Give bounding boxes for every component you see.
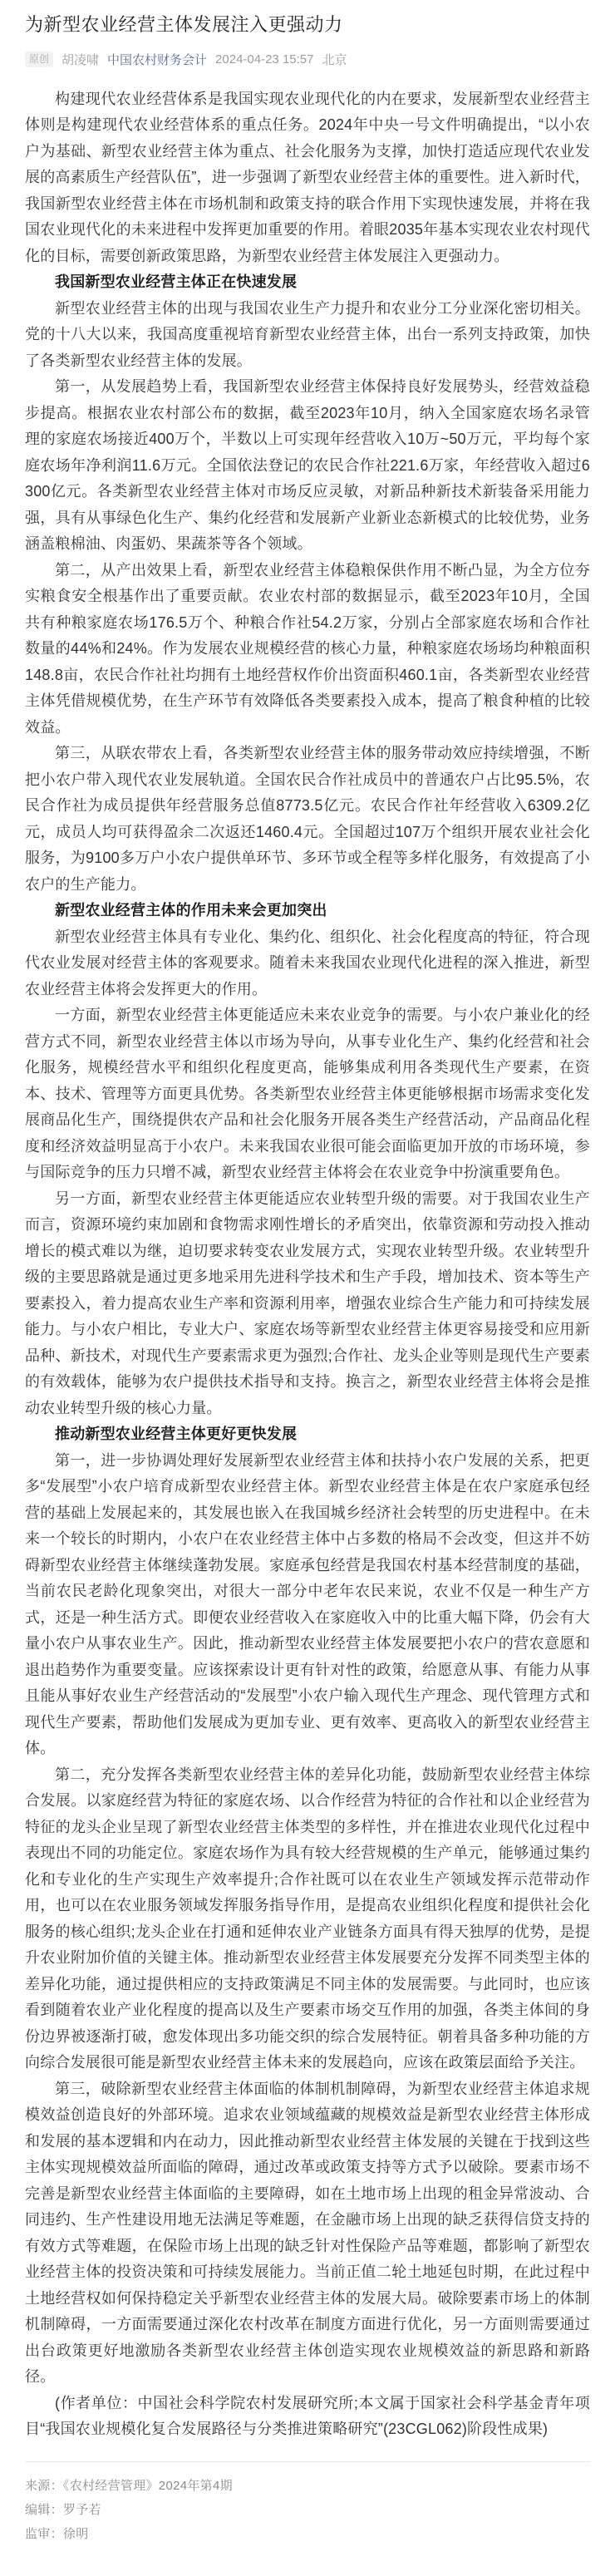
paragraph: 第三，从联农带农上看，各类新型农业经营主体的服务带动效应持续增强，不断把小农户带入现代农业发展轨道。全国农民合作社成员中的普通农户占比95.5%，农民合作社为成员提供年经营服务总值8773.5亿元。农民合作社年经营收入6309.2亿元，成员人均可获得盈余二次返还1460.4元。全国超过107万个组织开展农业社会化服务，为9100多万户小农户提供单环节、多环节或全程等多样化服务，有效提高了小农户的生产能力。 (25, 745, 590, 893)
section-heading: 我国新型农业经营主体正在快速发展 (55, 273, 298, 291)
section-heading: 推动新型农业经营主体更好更快发展 (55, 1426, 298, 1443)
original-badge: 原创 (25, 52, 53, 66)
footer-divider (25, 2461, 590, 2462)
byline-location: 北京 (322, 52, 347, 67)
paragraph: 新型农业经营主体具有专业化、集约化、组织化、社会化程度高的特征，符合现代农业发展对经营主体的客观要求。随着未来我国农业现代化进程的深入推进，新型农业经营主体将会发挥更大的作用。 (25, 928, 590, 997)
byline (25, 51, 590, 68)
footer-editor: 编辑：罗予若 (25, 2502, 101, 2517)
paragraph: 第二，充分发挥各类新型农业经营主体的差异化功能，鼓励新型农业经营主体综合发展。以家庭经营为特征的家庭农场、以合作经营为特征的合作社和以企业经营为特征的龙头企业呈现了新型农业经营主体类型的多样性，并在推进农业现代化过程中表现出不同的功能定位。家庭农场作为具有较大经营规模的生产单元，能够通过集约化和专业化的生产实现生产效率提升;合作社既可以在农业生产领域发挥示范带动作用，也可以在农业服务领域发挥服务指导作用，是提高农业组织化程度和提供社会化服务的核心组织;龙头企业在打通和延伸农业产业链条方面具有得天独厚的优势，是提升农业附加价值的关键主体。推动新型农业经营主体发展要充分发挥不同类型主体的差异化功能，通过提供相应的支持政策满足不同主体的发展需要。与此同时，也应该看到随着农业产业化程度的提高以及生产要素市场交互作用的加强，各类主体间的身份边界被逐渐打破，愈发体现出多功能交织的综合发展特征。朝着具备多种功能的方向综合发展很可能是新型农业经营主体未来的发展趋向，应该在政策层面给予关注。 (25, 1766, 590, 2071)
paragraph: 新型农业经营主体的出现与我国农业生产力提升和农业分工分业深化密切相关。党的十八大以来，我国高度重视培育新型农业经营主体，出台一系列支持政策，加快了各类新型农业经营主体的发展。 (25, 299, 590, 369)
section-heading: 新型农业经营主体的作用未来会更加突出 (55, 902, 327, 919)
byline-datetime: 2024-04-23 15:57 (215, 52, 314, 66)
article-body (25, 86, 590, 2443)
byline-account-link[interactable]: 中国农村财务会计 (107, 52, 208, 67)
paragraph: 第一，从发展趋势上看，我国新型农业经营主体保持良好发展势头，经营效益稳步提高。根据农业农村部公布的数据，截至2023年10月，纳入全国家庭农场名录管理的家庭农场接近400万个，半数以上可实现年经营收入10万~50万元，平均每个家庭农场年净利润11.6万元。全国依法登记的农民合作社221.6万家，年经营收入超过6300亿元。各类新型农业经营主体对市场反应灵敏，对新品种新技术新装备采用能力强，具有从事绿色化生产、集约化经营和发展新产业新业态新模式的比较优势，业务涵盖粮棉油、肉蛋奶、果蔬茶等各个领域。 (25, 378, 590, 553)
paragraph: 一方面，新型农业经营主体更能适应未来农业竞争的需要。与小农户兼业化的经营方式不同，新型农业经营主体以市场为导向，从事专业化生产、集约化经营和社会化服务，规模经营水平和组织化程度更高，能够集成利用各类现代生产要素，在资本、技术、管理等方面更具优势。各类新型农业经营主体更能够根据市场需求变化发展商品化生产，围绕提供农产品和社会化服务开展各类生产经营活动，产品商品化程度和经济效益明显高于小农户。未来我国农业很可能会面临更加开放的市场环境，参与国际竞争的压力只增不减，新型农业经营主体将会在农业竞争中扮演重要角色。 (25, 1007, 590, 1181)
paragraph: 另一方面，新型农业经营主体更能适应农业转型升级的需要。对于我国农业生产而言，资源环境约束加剧和食物需求刚性增长的矛盾突出，依靠资源和劳动投入推动增长的模式难以为继，迫切要求转变农业发展方式，实现农业转型升级。农业转型升级的主要思路就是通过更多地采用先进科学技术和生产手段，增加技术、资本等生产要素投入，着力提高农业生产率和资源利用率，增强农业综合生产能力和可持续发展能力。与小农户相比，专业大户、家庭农场等新型农业经营主体更容易接受和应用新品种、新技术，对现代生产要素需求更为强烈;合作社、龙头企业等则是现代生产要素的有效载体，能够为农户提供技术指导和支持。换言之，新型农业经营主体将会是推动农业转型升级的核心力量。 (25, 1189, 590, 1416)
paragraph: 第三，破除新型农业经营主体面临的体制机制障碍，为新型农业经营主体追求规模效益创造良好的外部环境。追求农业领域蕴藏的规模效益是新型农业经营主体形成和发展的基本逻辑和内在动力，因此推动新型农业经营主体发展的关键在于找到这些主体实现规模效益所面临的障碍，通过改革或政策支持等方式予以破除。要素市场不完善是新型农业经营主体面临的主要障碍，如在土地市场上出现的租金异常波动、合同违约、生产性建设用地无法满足等难题，在金融市场上出现的缺乏获得信贷支持的有效方式等难题，在保险市场上出现的缺乏针对性保险产品等难题，都影响了新型农业经营主体的投资决策和可持续发展能力。当前正值二轮土地延包时期，在此过程中土地经营权如何保持稳定关乎新型农业经营主体的发展大局。破除要素市场上的体制机制障碍，一方面需要通过深化农村改革在制度方面进行优化，另一方面则需要通过出台政策更好地激励各类新型农业经营主体创造实现农业规模效益的新思路和新路径。 (25, 2080, 590, 2386)
byline-author: 胡凌啸 (61, 52, 100, 67)
paragraph: 构建现代农业经营体系是我国实现农业现代化的内在要求，发展新型农业经营主体则是构建现代农业经营体系的重点任务。2024年中央一号文件明确提出，“以小农户为基础、新型农业经营主体为重点、社会化服务为支撑，加快打造适应现代农业发展的高素质生产经营队伍”，进一步强调了新型农业经营主体的重要性。进入新时代，我国新型农业经营主体在市场机制和政策支持的联合作用下实现快速发展，并将在我国农业现代化的未来进程中发挥更加重要的作用。着眼2035年基本实现农业农村现代化的目标，需要创新政策思路，为新型农业经营主体发展注入更强动力。 (25, 90, 590, 264)
footer-source: 来源：《农村经营管理》2024年第4期 (25, 2478, 233, 2493)
article-title: 为新型农业经营主体发展注入更强动力 (25, 14, 343, 35)
paragraph: 第二，从产出效果上看，新型农业经营主体稳粮保供作用不断凸显，为全方位夯实粮食安全根基作出了重要贡献。农业农村部的数据显示，截至2023年10月，全国共有种粮家庭农场176.5万个、种粮合作社54.2万家，分别占全部家庭农场和合作社数量的44%和24%。作为发展农业规模经营的核心力量，种粮家庭农场场均种粮面积148.8亩，农民合作社社均拥有土地经营权作价出资面积460.1亩，各类新型农业经营主体凭借规模优势，在生产环节有效降低各类要素投入成本，提高了粮食种植的比较效益。 (25, 561, 590, 736)
paragraph: 第一，进一步协调处理好发展新型农业经营主体和扶持小农户发展的关系，把更多“发展型”小农户培育成新型农业经营主体。新型农业经营主体是在农户家庭承包经营的基础上发展起来的，其发展也嵌入在我国城乡经济社会转型的历史进程中。在未来一个较长的时期内，小农户在农业经营主体中占多数的格局不会改变，但这并不妨碍新型农业经营主体继续蓬勃发展。家庭承包经营是我国农村基本经营制度的基础，当前农民老龄化现象突出，对很大一部分中老年农民来说，农业不仅是一种生产方式，还是一种生活方式。即便农业经营收入在家庭收入中的比重大幅下降，仍会有大量小农户从事农业生产。因此，推动新型农业经营主体发展要把小农户的营农意愿和退出趋势作为重要变量。应该探索设计更有针对性的政策，给愿意从事、有能力从事且能从事好农业生产经营活动的“发展型”小农户输入现代生产理念、现代管理方式和现代生产要素，帮助他们发展成为更加专业、更有效率、更高收入的新型农业经营主体。 (25, 1451, 590, 1757)
footer-reviewer: 监审：徐明 (25, 2526, 89, 2541)
paragraph: (作者单位：中国社会科学院农村发展研究所;本文属于国家社会科学基金青年项目“我国农业规模化复合发展路径与分类推进策略研究”(23CGL062)阶段性成果) (25, 2394, 590, 2438)
